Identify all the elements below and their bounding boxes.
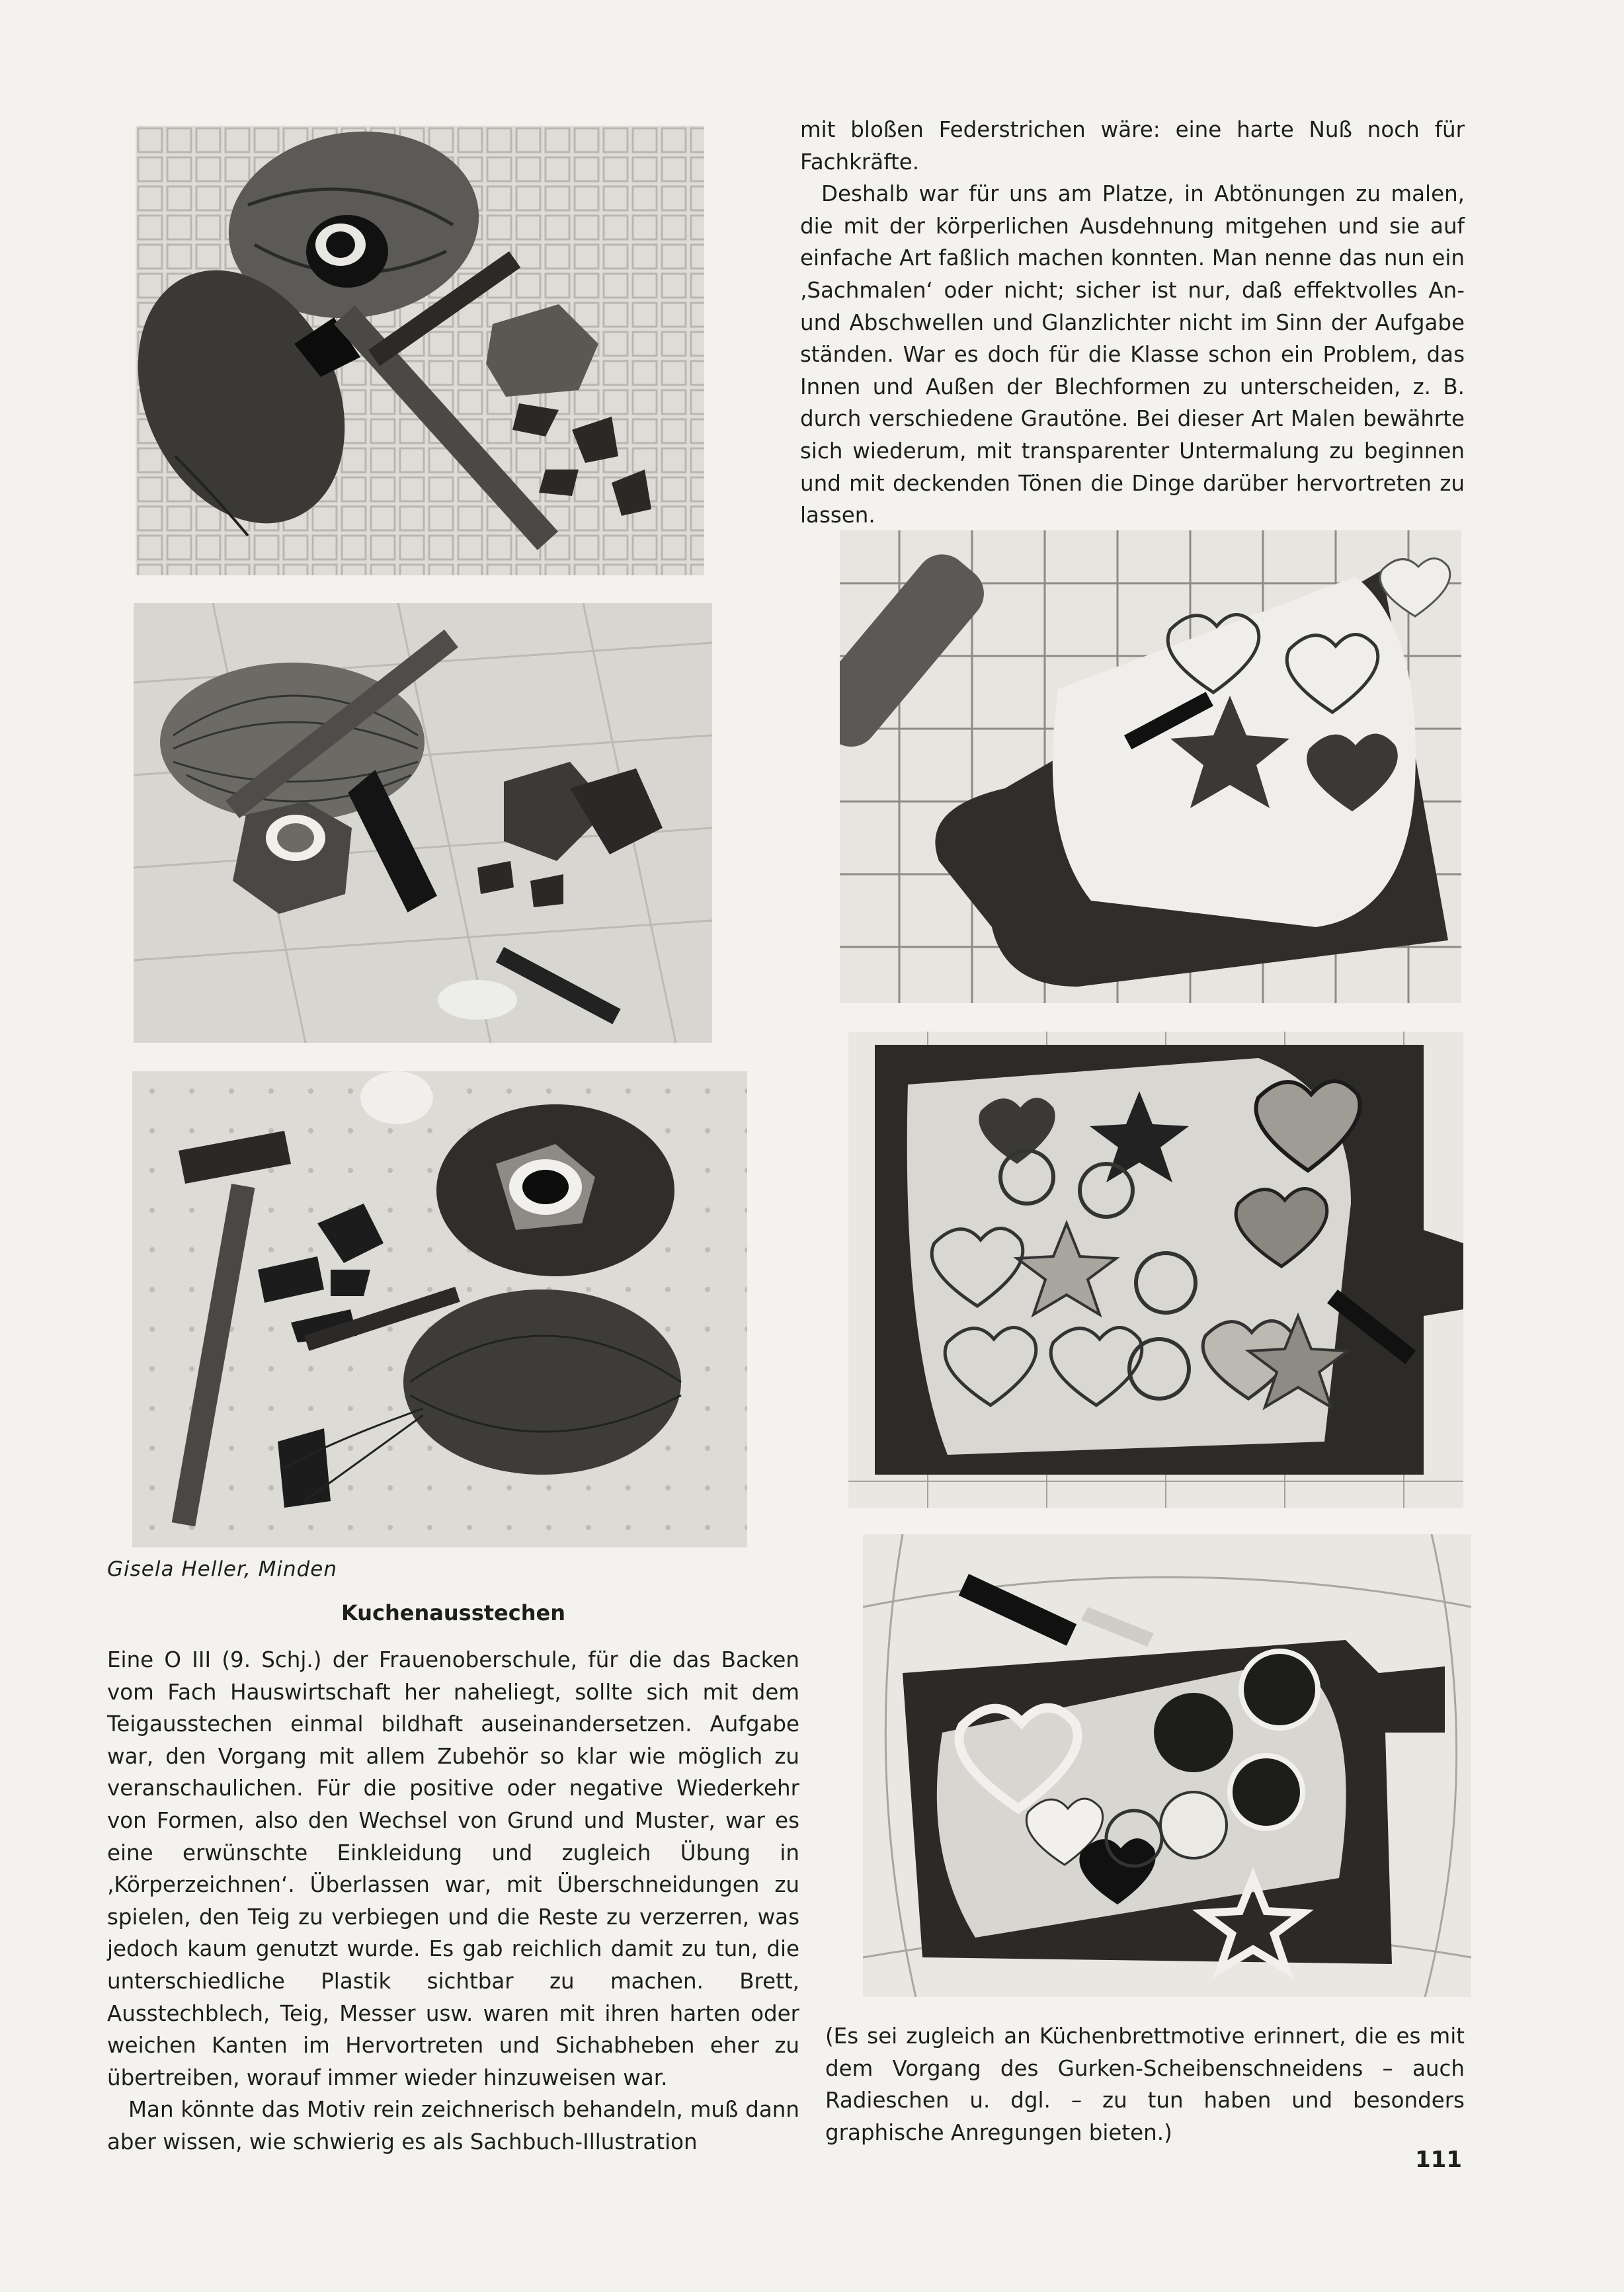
paragraph: Deshalb war für uns am Platze, in Abtönungen zu malen, die mit der körperlichen Ausdehnung mitgehen und sie auf einfache Art faßlich machen konnten. Man nenne das nun ein ‚Sachmalen‘ oder nicht; sicher ist nur, daß effektvolles An- und Abschwellen und Glanzlichter nicht im Sinn der Aufgabe ständen. War es doch für die Klasse schon ein Problem, das Innen und Außen der Blechformen zu unterscheiden, z. B. durch verschiedene Grautöne. Bei dieser Art Malen bewährte sich wiederum, mit transparenter Untermalung zu beginnen und mit deckenden Tönen die Dinge darüber hervortreten zu lassen. bbox=[800, 181, 1465, 528]
right-column-bottom-text bbox=[825, 2020, 1465, 2149]
section-heading: Kuchenausstechen bbox=[341, 1600, 565, 1625]
artwork-onions-hammer-1 bbox=[136, 126, 704, 575]
paragraph: Eine O III (9. Schj.) der Frauenoberschule, für die das Backen vom Fach Hauswirtschaft her naheliegt, sollte sich mit dem Teigausstechen einmal bildhaft auseinandersetzen. Aufgabe war, den Vorgang mit allem Zubehör so klar wie möglich zu veranschaulichen. Für die positive oder negative Wiederkehr von Formen, also den Wechsel von Grund und Muster, war es eine erwünschte Einkleidung und zugleich Übung in ‚Körperzeichnen‘. Überlassen war, mit Überschneidungen zu spielen, den Teig zu verbiegen und die Reste zu verzerren, was jedoch kaum genutzt wurde. Es gab reichlich damit zu tun, die unterschiedliche Plastik sichtbar zu machen. Brett, Ausstechblech, Teig, Messer usw. waren mit ihren harten oder weichen Kanten im Hervortreten und Sichabheben eher zu übertreiben, worauf immer wieder hinzuweisen war. bbox=[107, 1647, 799, 2090]
artwork-onions-hammer-2 bbox=[134, 603, 712, 1043]
paragraph: Man könnte das Motiv rein zeichnerisch behandeln, muß dann aber wissen, wie schwierig es als Sachbuch-Illustration bbox=[107, 2097, 799, 2154]
artwork-cutting-board-2 bbox=[848, 1032, 1463, 1508]
artwork-cutting-board-3 bbox=[863, 1534, 1471, 1997]
left-column-text bbox=[107, 1644, 799, 2158]
paragraph: mit bloßen Federstrichen wäre: eine harte Nuß noch für Fachkräfte. bbox=[800, 117, 1465, 175]
right-column-top-text bbox=[800, 114, 1465, 532]
paragraph: (Es sei zugleich an Küchenbrettmotive erinnert, die es mit dem Vorgang des Gurken-Scheibenschneidens – auch Radieschen u. dgl. – zu tun haben und besonders graphische Anregungen bieten.) bbox=[825, 2024, 1465, 2145]
artwork-author-caption: Gisela Heller, Minden bbox=[107, 1557, 338, 1581]
page-number: 111 bbox=[1415, 2147, 1462, 2173]
artwork-onions-hammer-3 bbox=[132, 1071, 747, 1547]
artwork-cutting-board-1 bbox=[840, 530, 1461, 1003]
